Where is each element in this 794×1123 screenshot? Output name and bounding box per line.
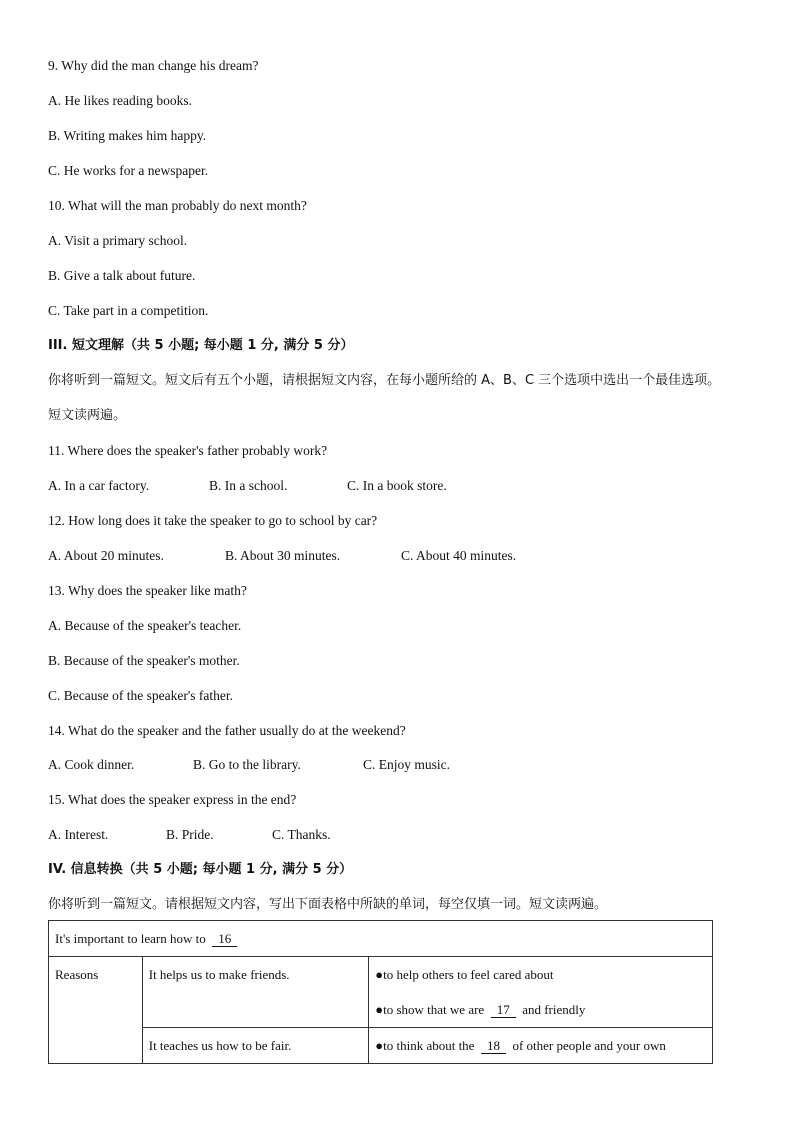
option-11a: A. In a car factory. [48, 478, 150, 493]
option-12b: B. About 30 minutes. [225, 548, 341, 563]
option-10c: C. Take part in a competition. [48, 303, 209, 318]
blank-18: 18 [481, 1039, 506, 1054]
option-12a: A. About 20 minutes. [48, 548, 164, 563]
point-text: and friendly [522, 1002, 586, 1017]
table-row [49, 957, 713, 1028]
option-10a: A. Visit a primary school. [48, 233, 188, 248]
option-12c: C. About 40 minutes. [401, 548, 517, 563]
reasons-label-cell [49, 957, 143, 1064]
question-10: 10. What will the man probably do next month? [48, 198, 307, 213]
reason-2-cell [142, 1028, 369, 1064]
option-13c: C. Because of the speaker's father. [48, 688, 233, 703]
option-10b: B. Give a talk about future. [48, 268, 196, 283]
option-14c: C. Enjoy music. [363, 757, 450, 772]
reason-2-point-1 [375, 1028, 706, 1063]
blank-17: 17 [491, 1003, 516, 1018]
reason-1: It helps us to make friends. [148, 967, 290, 982]
reason-1-point-1: ●to help others to feel cared about [375, 967, 554, 982]
reasons-label: Reasons [55, 967, 99, 982]
reason-2-points-cell [369, 1028, 713, 1064]
question-12: 12. How long does it take the speaker to go to school by car? [48, 513, 378, 528]
reason-1-point-2 [375, 992, 706, 1027]
option-9a: A. He likes reading books. [48, 93, 192, 108]
option-13b: B. Because of the speaker's mother. [48, 653, 240, 668]
blank-16: 16 [212, 932, 237, 947]
section-4-heading: IV. 信息转换（共 5 小题; 每小题 1 分, 满分 5 分） [48, 862, 353, 877]
info-transfer-table [48, 920, 713, 1064]
reason-1-cell [142, 957, 369, 1028]
option-15a: A. Interest. [48, 827, 109, 842]
table-title-text: It's important to learn how to [55, 931, 206, 946]
table-title-row [49, 921, 713, 957]
reason-2: It teaches us how to be fair. [148, 1038, 292, 1053]
option-14a: A. Cook dinner. [48, 757, 135, 772]
section-3-instruction: 你将听到一篇短文。短文后有五个小题，请根据短文内容，在每小题所给的 A、B、C 三个选项中选出一个最佳选项。 [48, 373, 721, 388]
table-row [49, 1028, 713, 1064]
question-11: 11. Where does the speaker's father probably work? [48, 443, 328, 458]
option-9b: B. Writing makes him happy. [48, 128, 207, 143]
point-text: of other people and your own [512, 1038, 666, 1053]
option-15c: C. Thanks. [272, 827, 331, 842]
question-15: 15. What does the speaker express in the end? [48, 792, 297, 807]
option-11b: B. In a school. [209, 478, 288, 493]
point-text: ●to show that we are [375, 1002, 485, 1017]
table-title-cell [49, 921, 713, 957]
option-14b: B. Go to the library. [193, 757, 301, 772]
section-4-instruction: 你将听到一篇短文。请根据短文内容，写出下面表格中所缺的单词，每空仅填一词。短文读两遍。 [48, 897, 608, 912]
reason-1-points-cell [369, 957, 713, 1028]
section-3-instruction-cont: 短文读两遍。 [48, 408, 127, 423]
point-text: ●to think about the [375, 1038, 475, 1053]
option-11c: C. In a book store. [347, 478, 447, 493]
option-15b: B. Pride. [166, 827, 214, 842]
question-13: 13. Why does the speaker like math? [48, 583, 247, 598]
question-9: 9. Why did the man change his dream? [48, 58, 259, 73]
option-13a: A. Because of the speaker's teacher. [48, 618, 242, 633]
question-14: 14. What do the speaker and the father usually do at the weekend? [48, 723, 406, 738]
option-9c: C. He works for a newspaper. [48, 163, 209, 178]
section-3-heading: III. 短文理解（共 5 小题; 每小题 1 分, 满分 5 分） [48, 338, 354, 353]
